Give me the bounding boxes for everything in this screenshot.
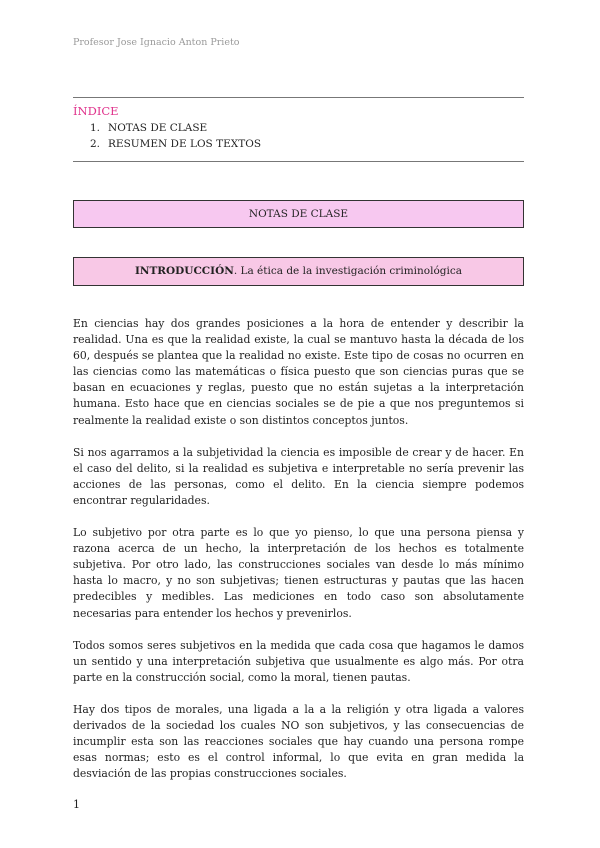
index-item-label: NOTAS DE CLASE bbox=[108, 122, 208, 134]
paragraph: Hay dos tipos de morales, una ligada a la a la religión y otra ligada a valores derivados de la sociedad los cuales NO son subjetivos, y las consecuencias de incumplir esta son las reacciones sociales que hay cuando una persona rompe esas normas; esto es el control informal, lo que evita en gran medida la desviación de las propias construcciones sociales. bbox=[73, 702, 524, 781]
paragraph: Si nos agarramos a la subjetividad la ciencia es imposible de crear y de hacer. En el caso del delito, si la realidad es subjetiva e interpretable no sería prevenir las acciones de las personas, como el delito. En la ciencia siempre podemos encontrar regularidades. bbox=[73, 445, 524, 507]
subsection-title-bold: INTRODUCCIÓN bbox=[134, 265, 234, 277]
index-item bbox=[90, 136, 261, 152]
paragraph: Todos somos seres subjetivos en la medida que cada cosa que hagamos le damos un sentido y una interpretación subjetiva que usualmente es algo más. Por otra parte en la construcción social, como la moral, tienen pautas. bbox=[73, 638, 524, 684]
index-top-rule bbox=[73, 97, 524, 98]
index-item bbox=[90, 120, 261, 136]
index-title: ÍNDICE bbox=[73, 104, 119, 118]
subsection-title-box bbox=[73, 257, 524, 286]
page-number: 1 bbox=[73, 798, 80, 811]
index-item-label: RESUMEN DE LOS TEXTOS bbox=[108, 138, 262, 150]
paragraph: Lo subjetivo por otra parte es lo que yo pienso, lo que una persona piensa y razona acerca de un hecho, la interpretación de los hechos es totalmente subjetiva. Por otro lado, las construcciones sociales van desde lo más mínimo hasta lo macro, y no son subjetivas; tienen estructuras y pautas que las hacen predecibles y medibles. Las mediciones en todo caso son absolutamente necesarias para entender los hechos y prevenirlos. bbox=[73, 526, 524, 620]
section-title: NOTAS DE CLASE bbox=[248, 208, 349, 220]
body-text bbox=[73, 316, 524, 798]
index-item-number: 1. bbox=[90, 122, 101, 134]
index-bottom-rule bbox=[73, 161, 524, 162]
subsection-title-rest: . La ética de la investigación criminológica bbox=[233, 265, 462, 277]
section-title-box bbox=[73, 200, 524, 228]
index-list bbox=[90, 120, 261, 152]
page-header-author: Profesor Jose Ignacio Anton Prieto bbox=[73, 37, 240, 48]
index-item-number: 2. bbox=[90, 138, 101, 150]
paragraph: En ciencias hay dos grandes posiciones a la hora de entender y describir la realidad. Una es que la realidad existe, la cual se mantuvo hasta la década de los 60, después se plantea que la realidad no existe. Este tipo de cosas no ocurren en las ciencias como las matemáticas o física puesto que son ciencias puras que se basan en ecuaciones y reglas, puesto que no están sujetas a la interpretación humana. Esto hace que en ciencias sociales se de pie a que nos preguntemos si realmente la realidad existe o son distintos conceptos juntos. bbox=[73, 317, 524, 427]
